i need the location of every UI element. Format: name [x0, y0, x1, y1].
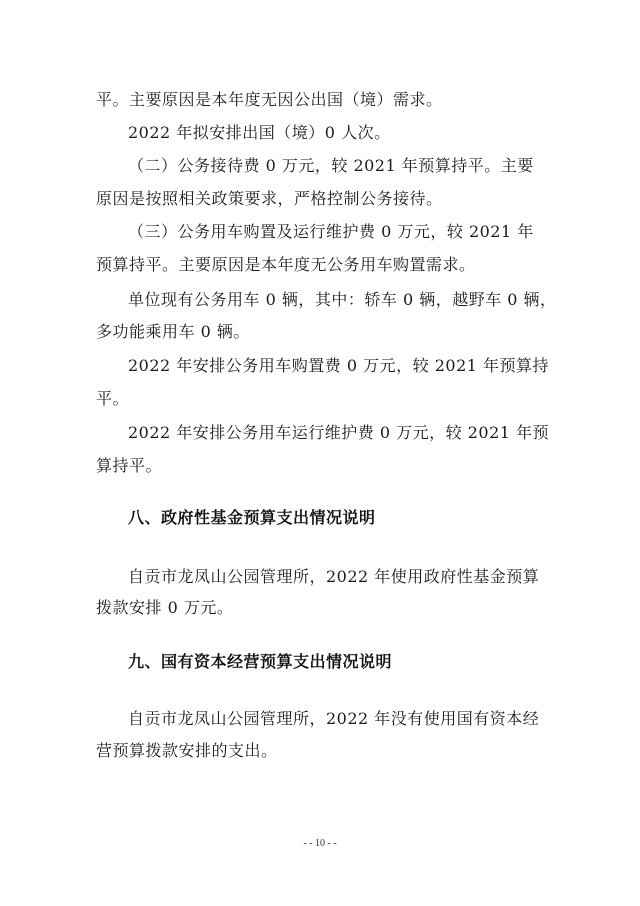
body-text-line: 预算持平。主要原因是本年度无公务用车购置需求。	[96, 255, 476, 274]
body-text-line: 拨款安排 0 万元。	[96, 598, 234, 617]
body-text-line: （三）公务用车购置及运行维护费 0 万元，较 2021 年	[128, 222, 534, 241]
body-text-line: 自贡市龙凤山公园管理所，2022 年使用政府性基金预算	[128, 567, 540, 586]
body-text-line: 2022 年拟安排出国（境）0 人次。	[128, 123, 391, 142]
body-text-line: 自贡市龙凤山公园管理所，2022 年没有使用国有资本经	[128, 709, 540, 728]
body-text-line: 平。	[96, 389, 130, 408]
body-text-line: 2022 年安排公务用车购置费 0 万元，较 2021 年预算持	[128, 356, 550, 375]
body-text-line: （二）公务接待费 0 万元，较 2021 年预算持平。主要	[128, 156, 534, 175]
body-text-line: 平。主要原因是本年度无因公出国（境）需求。	[96, 90, 443, 109]
section-8-heading: 八、政府性基金预算支出情况说明	[128, 508, 376, 527]
body-text-line: 算持平。	[96, 456, 163, 475]
section-9-heading: 九、国有资本经营预算支出情况说明	[128, 652, 393, 671]
body-text-line: 单位现有公务用车 0 辆，其中：轿车 0 辆，越野车 0 辆，	[128, 290, 557, 309]
page-number: - - 10 - -	[303, 838, 337, 849]
body-text-line: 2022 年安排公务用车运行维护费 0 万元，较 2021 年预	[128, 423, 550, 442]
body-text-line: 营预算拨款安排的支出。	[96, 741, 278, 760]
body-text-line: 原因是按照相关政策要求，严格控制公务接待。	[96, 189, 443, 208]
body-text-line: 多功能乘用车 0 辆。	[96, 322, 250, 341]
